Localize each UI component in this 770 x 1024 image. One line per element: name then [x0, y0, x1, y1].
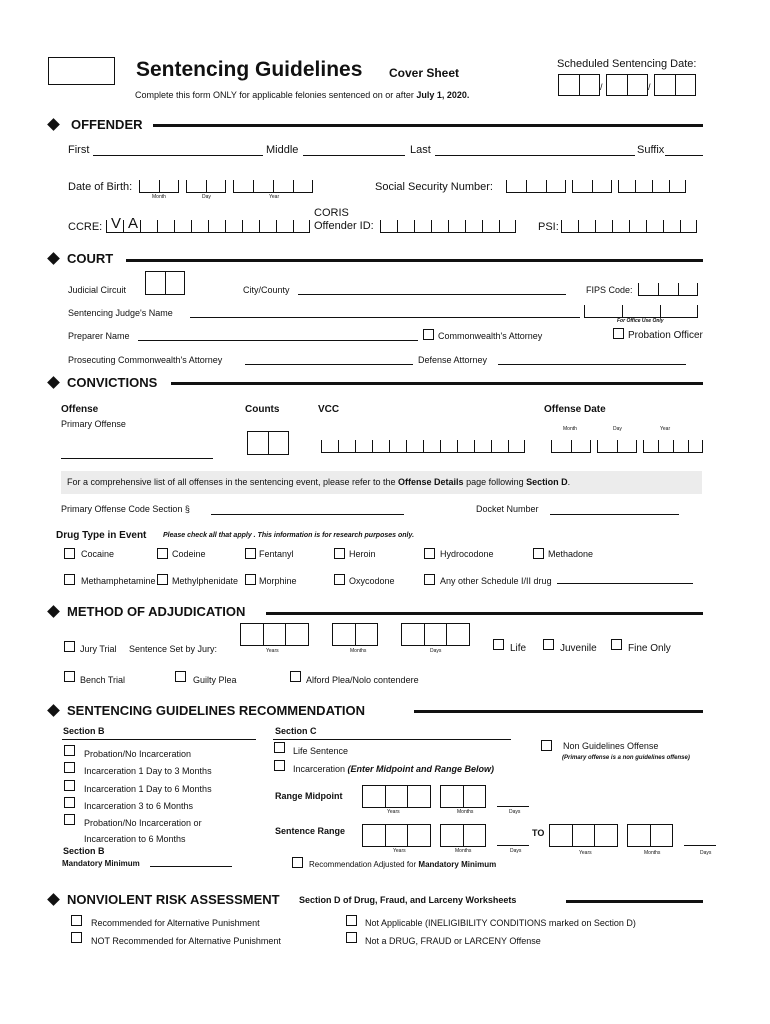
scheduled-month-field[interactable]: [558, 74, 600, 96]
mandatory-minimum-field[interactable]: [150, 866, 232, 867]
life-sentence-label: Life Sentence: [293, 746, 349, 756]
midpoint-months-field[interactable]: [440, 785, 486, 808]
range-high-months-field[interactable]: [627, 824, 673, 847]
last-name-label: Last: [410, 144, 431, 156]
offense-day-caption: Day: [613, 426, 622, 432]
office-use-field[interactable]: [584, 303, 698, 318]
midpoint-days-caption: Days: [509, 809, 521, 815]
date-slash: /: [600, 82, 603, 92]
range-high-days-field[interactable]: [684, 845, 716, 846]
range-low-years-caption: Years: [393, 848, 406, 854]
range-low-months-caption: Months: [455, 848, 472, 854]
section-c-rule: [273, 739, 511, 740]
not-drug-offense-checkbox[interactable]: [346, 932, 357, 943]
prosecuting-attorney-field[interactable]: [245, 364, 413, 365]
juvenile-checkbox[interactable]: [543, 639, 554, 650]
section-rule: [266, 612, 703, 615]
probation-officer-checkbox[interactable]: [613, 328, 624, 339]
middle-name-label: Middle: [266, 144, 299, 156]
range-midpoint-label: Range Midpoint: [275, 791, 343, 801]
b-option-5-label: Probation/No Incarceration or: [84, 818, 202, 828]
offense-col-label: Offense: [61, 404, 99, 415]
section-c-heading: Section C: [275, 726, 317, 736]
jury-trial-checkbox[interactable]: [64, 641, 75, 652]
drug-cocaine-checkbox[interactable]: [64, 548, 75, 559]
drug-morphine-checkbox[interactable]: [245, 574, 256, 585]
form-title: Sentencing Guidelines: [136, 58, 363, 81]
midpoint-years-caption: Years: [387, 809, 400, 815]
drug-heroin-checkbox[interactable]: [334, 548, 345, 559]
midpoint-months-caption: Months: [457, 809, 474, 815]
section-rule: [171, 382, 703, 385]
non-guidelines-note: (Primary offense is a non guidelines offense): [562, 755, 690, 761]
section-diamond-icon: [47, 118, 60, 131]
section-diamond-icon: [47, 252, 60, 265]
non-guidelines-label: Non Guidelines Offense: [563, 741, 659, 751]
counts-col-label: Counts: [245, 404, 280, 415]
defense-attorney-field[interactable]: [498, 364, 686, 365]
b-option-3-label: Incarceration 1 Day to 6 Months: [84, 784, 212, 794]
preparer-name-label: Preparer Name: [68, 331, 130, 341]
first-name-label: First: [68, 144, 90, 156]
section-b-mandatory-heading: Section B: [63, 846, 105, 856]
b-option-1-label: Probation/No Incarceration: [84, 749, 192, 759]
midpoint-days-field[interactable]: [497, 806, 529, 807]
dob-year-field[interactable]: [233, 178, 313, 193]
sentence-range-label: Sentence Range: [275, 826, 346, 836]
b-option-5-label-cont: Incarceration to 6 Months: [84, 834, 186, 844]
alford-plea-checkbox[interactable]: [290, 671, 301, 682]
suffix-label: Suffix: [637, 144, 665, 156]
docket-number-field[interactable]: [550, 514, 679, 515]
scheduled-day-field[interactable]: [606, 74, 648, 96]
incarceration-note: (Enter Midpoint and Range Below): [347, 764, 495, 774]
judicial-circuit-field[interactable]: [145, 271, 185, 295]
jury-months-field[interactable]: [332, 623, 378, 646]
jury-trial-label: Jury Trial: [80, 644, 117, 654]
drug-oxycodone-checkbox[interactable]: [334, 574, 345, 585]
risk-heading-sub: Section D of Drug, Fraud, and Larceny Worksheets: [299, 895, 517, 905]
life-sentence-checkbox[interactable]: [274, 742, 285, 753]
last-name-field[interactable]: [435, 155, 635, 156]
section-b-rule: [62, 739, 256, 740]
court-heading: COURT: [67, 251, 114, 266]
dob-day-field[interactable]: [186, 178, 226, 193]
offense-date-col-label: Offense Date: [544, 404, 606, 415]
dob-month-field[interactable]: [139, 178, 179, 193]
life-label: Life: [510, 643, 527, 654]
incarceration-checkbox[interactable]: [274, 760, 285, 771]
drug-oxycodone-label: Oxycodone: [349, 576, 395, 586]
coris-id-field[interactable]: [380, 218, 516, 233]
drug-type-heading: Drug Type in Event: [56, 530, 147, 541]
first-name-field[interactable]: [93, 155, 263, 156]
convictions-heading: CONVICTIONS: [67, 375, 158, 390]
jury-years-caption: Years: [266, 648, 279, 654]
code-section-label: Primary Offense Code Section §: [61, 504, 190, 514]
defense-attorney-label: Defense Attorney: [418, 355, 488, 365]
jury-days-field[interactable]: [401, 623, 470, 646]
offense-year-caption: Year: [660, 426, 671, 432]
b-option-2-label: Incarceration 1 Day to 3 Months: [84, 766, 212, 776]
ccre-value-v: V: [111, 215, 122, 232]
range-low-months-field[interactable]: [440, 824, 486, 847]
dob-year-caption: Year: [269, 194, 280, 200]
not-drug-offense-label: Not a DRUG, FRAUD or LARCENY Offense: [365, 936, 541, 946]
vcc-col-label: VCC: [318, 404, 340, 415]
guidelines-heading: SENTENCING GUIDELINES RECOMMENDATION: [67, 703, 366, 718]
section-rule: [153, 124, 703, 127]
not-applicable-label: Not Applicable (INELIGIBILITY CONDITIONS marked on Section D): [365, 918, 636, 928]
drug-fentanyl-checkbox[interactable]: [245, 548, 256, 559]
docket-number-label: Docket Number: [476, 504, 539, 514]
range-to-label: TO: [532, 828, 545, 838]
jury-months-caption: Months: [350, 648, 367, 654]
drug-methylphenidate-label: Methylphenidate: [172, 576, 239, 586]
drug-methadone-label: Methadone: [548, 549, 594, 559]
judicial-circuit-label: Judicial Circuit: [68, 285, 127, 295]
drug-other-checkbox[interactable]: [424, 574, 435, 585]
mandatory-minimum-label: Mandatory Minimum: [62, 859, 140, 868]
range-high-months-caption: Months: [644, 850, 661, 856]
section-diamond-icon: [47, 605, 60, 618]
recommended-alt-label: Recommended for Alternative Punishment: [91, 918, 260, 928]
drug-hydrocodone-label: Hydrocodone: [440, 549, 494, 559]
section-diamond-icon: [47, 704, 60, 717]
coris-label: CORIS: [314, 207, 349, 219]
primary-offense-label: Primary Offense: [61, 419, 126, 429]
drug-codeine-label: Codeine: [172, 549, 206, 559]
guilty-plea-label: Guilty Plea: [193, 675, 237, 685]
drug-other-label: Any other Schedule I/II drug: [440, 576, 552, 586]
range-low-years-field[interactable]: [362, 824, 431, 847]
offense-day-field[interactable]: [597, 438, 637, 453]
incarceration-label: [293, 764, 494, 774]
fine-only-checkbox[interactable]: [611, 639, 622, 650]
range-high-days-caption: Days: [700, 850, 712, 856]
drug-type-note: Please check all that apply . This information is for research purposes only.: [163, 532, 415, 539]
psi-label: PSI:: [538, 221, 559, 233]
juvenile-label: Juvenile: [560, 643, 597, 654]
set-by-jury-label: Sentence Set by Jury:: [129, 644, 218, 654]
b-option-4-checkbox[interactable]: [64, 797, 75, 808]
drug-hydrocodone-checkbox[interactable]: [424, 548, 435, 559]
city-county-label: City/County: [243, 285, 290, 295]
offense-month-field[interactable]: [551, 438, 591, 453]
bench-trial-label: Bench Trial: [80, 675, 126, 685]
section-rule: [414, 710, 703, 713]
b-option-1-checkbox[interactable]: [64, 745, 75, 756]
bench-trial-checkbox[interactable]: [64, 671, 75, 682]
offense-year-field[interactable]: [643, 438, 703, 453]
jury-days-caption: Days: [430, 648, 442, 654]
section-rule: [126, 259, 703, 262]
preparer-name-field[interactable]: [138, 340, 418, 341]
range-high-years-field[interactable]: [549, 824, 618, 847]
primary-offense-field[interactable]: [61, 458, 213, 459]
guilty-plea-checkbox[interactable]: [175, 671, 186, 682]
commonwealth-attorney-label: Commonwealth's Attorney: [438, 331, 543, 341]
scheduled-year-field[interactable]: [654, 74, 696, 96]
midpoint-years-field[interactable]: [362, 785, 431, 808]
drug-codeine-checkbox[interactable]: [157, 548, 168, 559]
mandatory-adjusted-label: Recommendation Adjusted for Mandatory Minimum: [309, 860, 497, 869]
drug-heroin-label: Heroin: [349, 549, 376, 559]
not-recommended-alt-checkbox[interactable]: [71, 932, 82, 943]
coris-label-2: Offender ID:: [314, 220, 374, 232]
dob-label: Date of Birth:: [68, 181, 133, 193]
office-use-caption: For Office Use Only: [617, 318, 664, 324]
commonwealth-attorney-checkbox[interactable]: [423, 329, 434, 340]
recommended-alt-checkbox[interactable]: [71, 915, 82, 926]
section-rule: [566, 900, 703, 903]
form-instruction: Complete this form ONLY for applicable felonies sentenced on or after July 1, 2020.: [135, 90, 470, 100]
form-subtitle: Cover Sheet: [389, 66, 460, 80]
header-id-box[interactable]: [48, 57, 115, 85]
jury-years-field[interactable]: [240, 623, 309, 646]
not-recommended-alt-label: NOT Recommended for Alternative Punishment: [91, 936, 281, 946]
offense-note-text: For a comprehensive list of all offenses in the sentencing event, please refer to the Offense Details page following Section D.: [67, 477, 571, 487]
adjudication-heading: METHOD OF ADJUDICATION: [67, 604, 246, 619]
ssn-part3-field[interactable]: [618, 178, 686, 193]
ssn-part2-field[interactable]: [572, 178, 612, 193]
drug-other-field[interactable]: [557, 583, 693, 584]
drug-morphine-label: Morphine: [259, 576, 297, 586]
life-checkbox[interactable]: [493, 639, 504, 650]
middle-name-field[interactable]: [303, 155, 405, 156]
range-low-days-caption: Days: [510, 848, 522, 854]
drug-cocaine-label: Cocaine: [81, 549, 115, 559]
ccre-label: CCRE:: [68, 221, 103, 233]
dob-month-caption: Month: [152, 194, 166, 200]
judge-name-field[interactable]: [190, 317, 580, 318]
judge-name-label: Sentencing Judge's Name: [68, 308, 173, 318]
mandatory-adjusted-checkbox[interactable]: [292, 857, 303, 868]
b-option-2-checkbox[interactable]: [64, 762, 75, 773]
b-option-4-label: Incarceration 3 to 6 Months: [84, 801, 194, 811]
offense-month-caption: Month: [563, 426, 577, 432]
code-section-field[interactable]: [211, 514, 404, 515]
city-county-field[interactable]: [298, 294, 566, 295]
psi-field[interactable]: [561, 218, 697, 233]
suffix-field[interactable]: [665, 155, 703, 156]
incarceration-label-text: Incarceration: [293, 764, 346, 774]
offender-heading: OFFENDER: [71, 117, 143, 132]
vcc-field[interactable]: [321, 438, 525, 453]
alford-plea-label: Alford Plea/Nolo contendere: [306, 675, 419, 685]
probation-officer-label: Probation Officer: [628, 330, 703, 341]
b-option-3-checkbox[interactable]: [64, 780, 75, 791]
b-option-5-checkbox[interactable]: [64, 814, 75, 825]
section-b-heading: Section B: [63, 726, 105, 736]
fips-label: FIPS Code:: [586, 285, 633, 295]
drug-methylphenidate-checkbox[interactable]: [157, 574, 168, 585]
range-low-days-field[interactable]: [497, 845, 529, 846]
risk-heading: NONVIOLENT RISK ASSESSMENT: [67, 892, 280, 907]
drug-methamphetamine-checkbox[interactable]: [64, 574, 75, 585]
fips-code-field[interactable]: [638, 281, 698, 296]
ssn-label: Social Security Number:: [375, 181, 493, 193]
range-high-years-caption: Years: [579, 850, 592, 856]
ssn-part1-field[interactable]: [506, 178, 566, 193]
not-applicable-checkbox[interactable]: [346, 915, 357, 926]
drug-methamphetamine-label: Methamphetamine: [81, 576, 156, 586]
drug-fentanyl-label: Fentanyl: [259, 549, 294, 559]
dob-day-caption: Day: [202, 194, 211, 200]
section-diamond-icon: [47, 893, 60, 906]
prosecuting-attorney-label: Prosecuting Commonwealth's Attorney: [68, 355, 223, 365]
date-slash: /: [648, 82, 651, 92]
counts-field[interactable]: [247, 431, 289, 455]
ccre-value-a: A: [128, 215, 139, 232]
scheduled-date-label: Scheduled Sentencing Date:: [557, 58, 697, 70]
drug-methadone-checkbox[interactable]: [533, 548, 544, 559]
fine-only-label: Fine Only: [628, 643, 671, 654]
section-diamond-icon: [47, 376, 60, 389]
non-guidelines-checkbox[interactable]: [541, 740, 552, 751]
